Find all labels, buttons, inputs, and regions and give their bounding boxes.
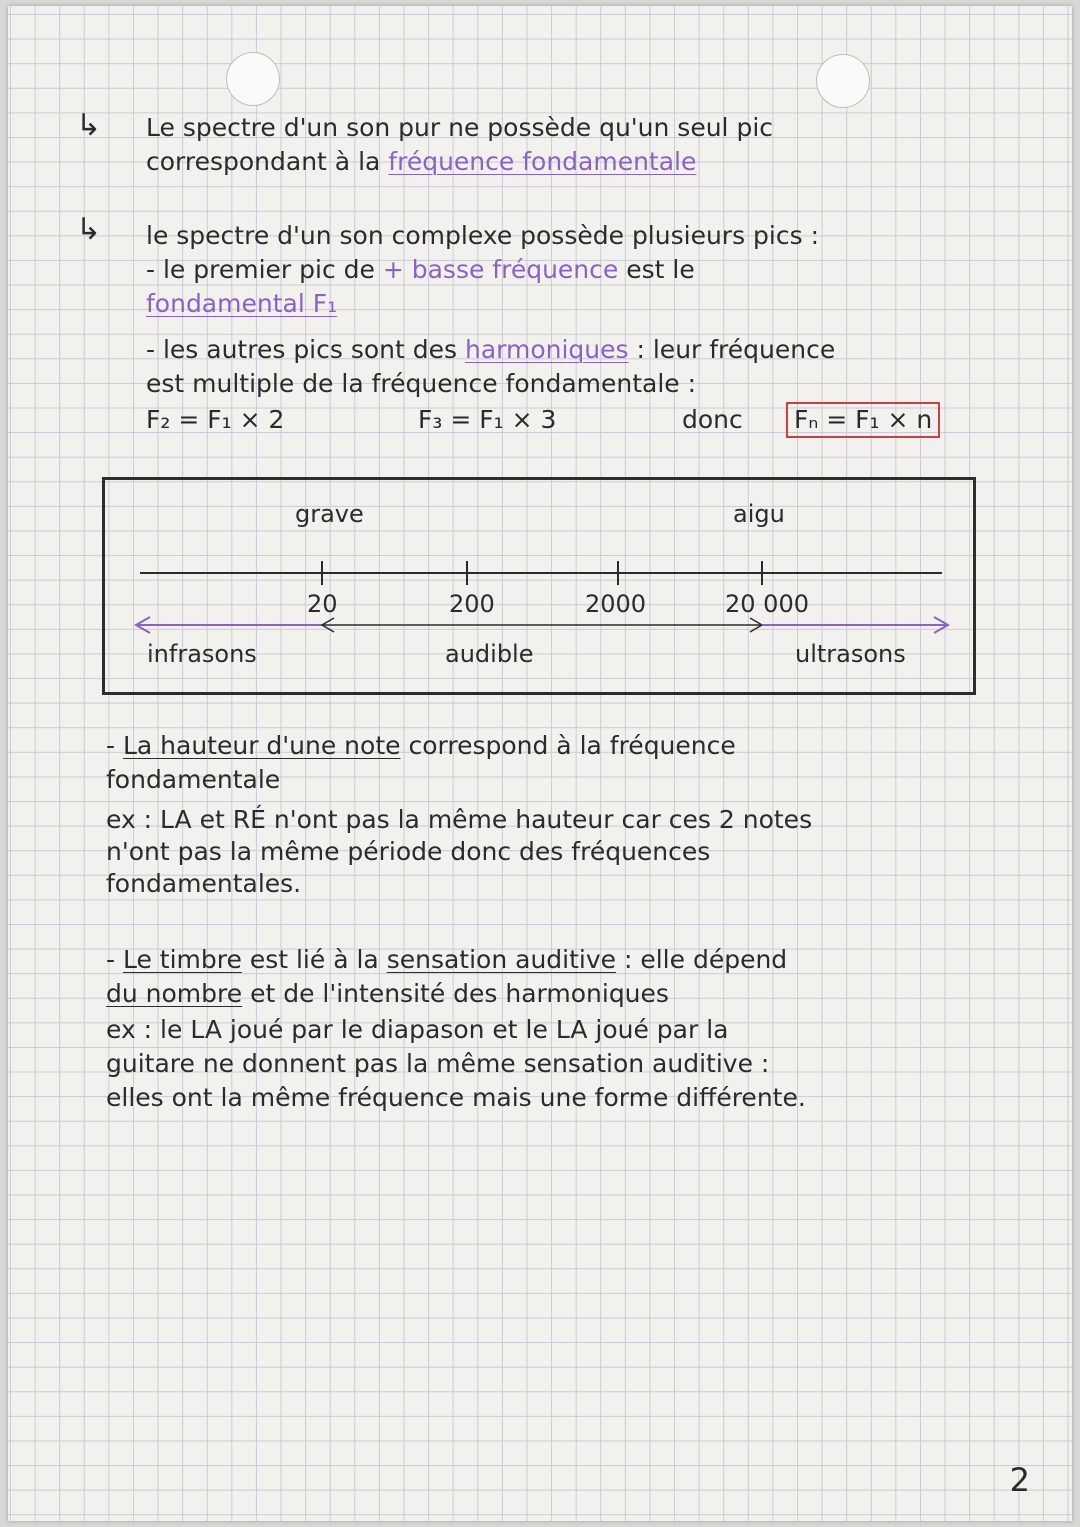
infrasons-label: infrasons [147,640,257,668]
complex-line-5: est multiple de la fréquence fondamentale : [146,369,697,398]
formula-fn-boxed: Fₙ = F₁ × n [786,402,940,438]
lowest-frequency-term: + basse fréquence [382,255,619,284]
harmonics-term: harmoniques [464,335,629,364]
donc-label: donc [682,405,743,434]
tick-label-20000: 20 000 [725,590,809,618]
tick-label-2000: 2000 [585,590,647,618]
timbre-example-line-1: ex : le LA joué par le diapason et le LA joué par la [106,1015,729,1044]
timbre-line-1-c: est lié à la [241,945,387,974]
formula-f3: F₃ = F₁ × 3 [418,405,557,434]
complex-line-2 [146,256,695,284]
aigu-label: aigu [733,500,785,528]
number-term: du nombre [106,979,243,1008]
complex-line-4 [146,336,835,364]
ultrasons-label: ultrasons [795,640,906,668]
pitch-example-line-2: n'ont pas la même période donc des fréquences [106,837,711,866]
complex-line-2-a: - le premier pic de [146,255,383,284]
arrow-bullet-icon: ↳ [76,108,102,143]
timbre-line-2 [106,980,669,1008]
pitch-line-2: fondamentale [106,765,281,794]
pitch-line-1-c: correspond à la fréquence [400,731,736,760]
pitch-term: La hauteur d'une note [122,731,401,760]
fundamental-frequency-term: fréquence fondamentale [388,147,697,176]
complex-line-2-c: est le [618,255,695,284]
complex-line-4-c: : leur fréquence [628,335,836,364]
dash: - [106,731,123,760]
arrow-bullet-icon: ↳ [76,212,102,247]
tick-label-20: 20 [307,590,338,618]
pure-line-2-text: correspondant à la [146,147,389,176]
auditory-sensation-term: sensation auditive [386,945,617,974]
timbre-line-1-e: : elle dépend [616,945,788,974]
page-number: 2 [1009,1461,1030,1499]
timbre-line-2-b: et de l'intensité des harmoniques [242,979,669,1008]
pitch-example-line-3: fondamentales. [106,869,302,898]
punch-hole-right [816,54,870,108]
complex-line-4-a: - les autres pics sont des [146,335,465,364]
pure-line-2 [146,148,696,176]
pure-line-1: Le spectre d'un son pur ne possède qu'un seul pic [146,113,774,142]
pitch-line-1 [106,732,736,760]
frequency-scale-box [102,477,976,695]
timbre-term: Le timbre [122,945,242,974]
tick-label-200: 200 [449,590,495,618]
grave-label: grave [295,500,364,528]
fundamental-f1-term: fondamental F₁ [146,289,338,318]
complex-line-1: le spectre d'un son complexe possède plusieurs pics : [146,221,819,250]
formula-f2: F₂ = F₁ × 2 [146,405,285,434]
punch-hole-left [226,52,280,106]
timbre-example-line-3: elles ont la même fréquence mais une forme différente. [106,1083,806,1112]
timbre-example-line-2: guitare ne donnent pas la même sensation auditive : [106,1049,770,1078]
timbre-line-1 [106,946,787,974]
pitch-example-line-1: ex : LA et RÉ n'ont pas la même hauteur car ces 2 notes [106,805,813,834]
audible-label: audible [445,640,534,668]
dash: - [106,945,123,974]
